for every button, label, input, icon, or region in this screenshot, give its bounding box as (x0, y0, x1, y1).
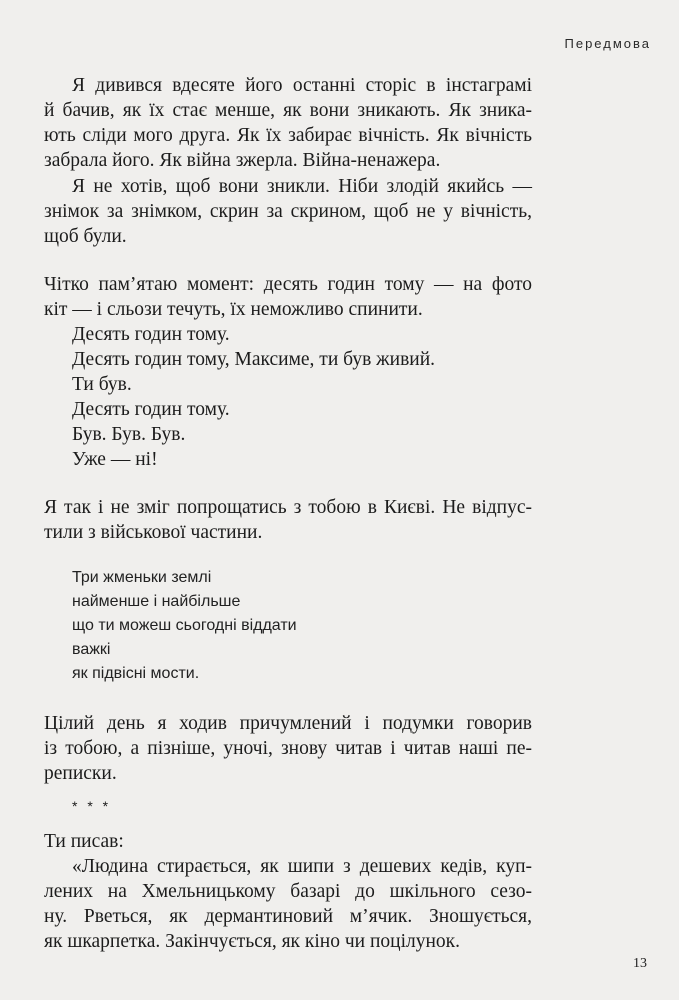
text-line: знімок за знімком, скрин за скрином, щоб не у вічність, (44, 201, 532, 222)
text-line: Ти писав: (44, 831, 124, 852)
text-line: Я не хотів, щоб вони зникли. Ніби злодій якийсь — (72, 176, 532, 197)
poem-line: Три жменьки землі (72, 569, 212, 586)
page-number: 13 (633, 956, 647, 971)
text-line: як шкарпетка. Закінчується, як кіно чи поцілунок. (44, 931, 461, 952)
poem-line: найменше і найбільше (72, 593, 241, 610)
text-line: Я дивився вдесяте його останні сторіс в інстаграмі (72, 75, 532, 96)
text-line: із тобою, а пізніше, уночі, знову читав і читав наші пе- (44, 738, 532, 759)
text-line: й бачив, як їх стає менше, як вони зникають. Як зника- (44, 100, 532, 121)
text-line: кіт — і сльози течуть, їх неможливо спинити. (44, 299, 423, 320)
text-line: щоб були. (44, 226, 127, 247)
text-line: забрала його. Як війна зжерла. Війна-ненажера. (44, 150, 441, 171)
poem-line: важкі (72, 641, 111, 658)
text-line: Я так і не зміг попрощатись з тобою в Києві. Не відпус- (44, 497, 532, 518)
section-separator: * * * (72, 798, 112, 814)
text-line: ну. Рветься, як дермантиновий м’ячик. Зношується, (44, 906, 532, 927)
text-line: Десять годин тому. (72, 399, 230, 420)
poem-line: як підвісні мости. (72, 665, 200, 682)
text-line: Десять годин тому, Максиме, ти був живий. (72, 349, 436, 370)
text-line: ють сліди мого друга. Як їх забирає вічність. Як вічність (44, 125, 532, 146)
text-line: Десять годин тому. (72, 324, 230, 345)
text-line: Уже — ні! (72, 449, 158, 470)
text-line: реписки. (44, 763, 117, 784)
text-line: Цілий день я ходив причумлений і подумки говорив (44, 713, 532, 734)
text-line: Був. Був. Був. (72, 424, 186, 445)
text-line: тили з військової частини. (44, 522, 263, 543)
text-line: Ти був. (72, 374, 132, 395)
text-line: Чітко пам’ятаю момент: десять годин тому — на фото (44, 274, 532, 295)
poem-line: що ти можеш сьогодні віддати (72, 617, 297, 634)
running-head: Передмова (564, 36, 651, 51)
text-line: лених на Хмельницькому базарі до шкільного сезо- (44, 881, 532, 902)
text-line: «Людина стирається, як шипи з дешевих кедів, куп- (72, 856, 532, 877)
